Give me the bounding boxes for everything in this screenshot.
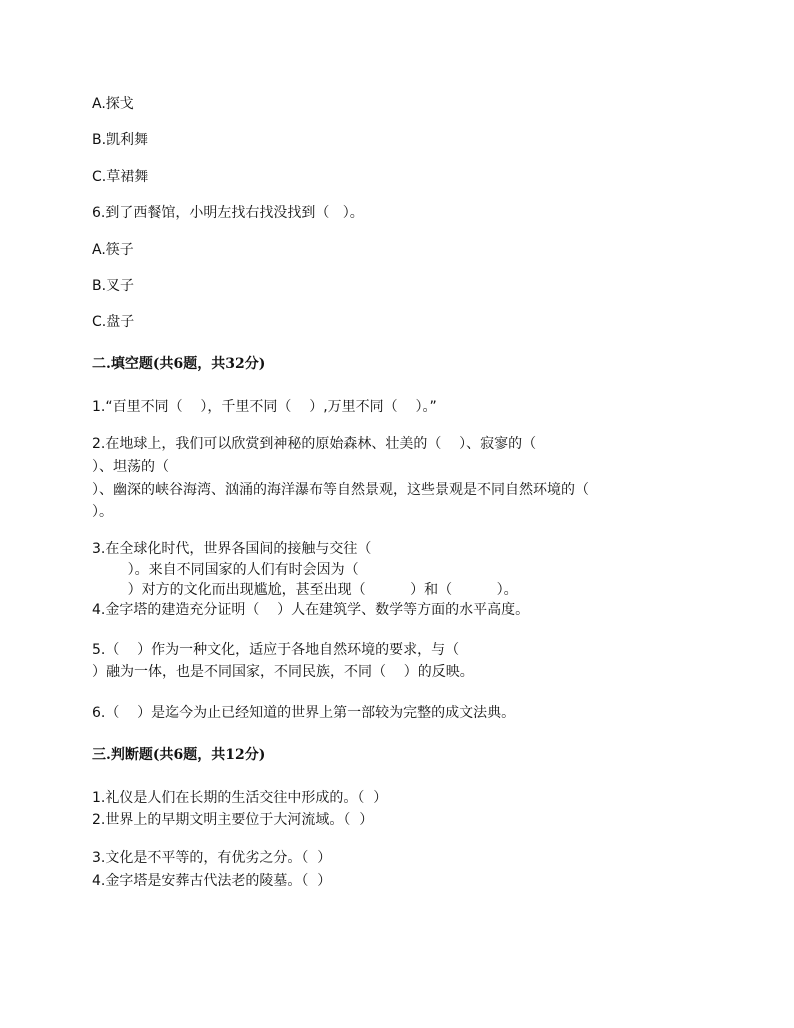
q6-option-c: C.盘子 bbox=[92, 314, 135, 330]
judge-q2: 2.世界上的早期文明主要位于大河流域。（ ） bbox=[92, 812, 374, 828]
fill-q2-line-3: ）、幽深的峡谷海湾、汹涌的海洋瀑布等自然景观，这些景观是不同自然环境的（ bbox=[92, 482, 589, 498]
judge-q3: 3.文化是不平等的，有优劣之分。（ ） bbox=[92, 850, 332, 866]
fill-q2-line-4: ）。 bbox=[92, 504, 113, 520]
fill-q6: 6.（ ）是迄今为止已经知道的世界上第一部较为完整的成文法典。 bbox=[92, 705, 516, 721]
q5-option-a: A.探戈 bbox=[92, 96, 134, 112]
fill-q5-line-1: 5.（ ）作为一种文化，适应于各地自然环境的要求，与（ bbox=[92, 642, 460, 658]
section-title-fill-in: 二.填空题(共6题，共32分) bbox=[92, 356, 266, 372]
q5-option-c: C.草裙舞 bbox=[92, 169, 149, 185]
fill-q3-line-1: 3.在全球化时代，世界各国间的接触与交往（ bbox=[92, 541, 372, 557]
section-title-true-false: 三.判断题(共6题，共12分) bbox=[92, 747, 266, 763]
q5-option-b: B.凯利舞 bbox=[92, 132, 149, 148]
fill-q3-line-3: ）对方的文化而出现尴尬，甚至出现（ ）和（ ）。 bbox=[92, 582, 518, 598]
fill-q2-line-2: ）、坦荡的（ bbox=[92, 459, 169, 475]
q6-option-b: B.叉子 bbox=[92, 278, 135, 294]
fill-q5-line-2: ）融为一体，也是不同国家，不同民族，不同（ ）的反映。 bbox=[92, 664, 474, 680]
fill-q2-line-1: 2.在地球上，我们可以欣赏到神秘的原始森林、壮美的（ ）、寂寥的（ bbox=[92, 436, 537, 452]
judge-q1: 1.礼仪是人们在长期的生活交往中形成的。（ ） bbox=[92, 790, 388, 806]
q6-stem: 6.到了西餐馆，小明左找右找没找到（ ）。 bbox=[92, 205, 364, 221]
q6-option-a: A.筷子 bbox=[92, 242, 134, 258]
fill-q1: 1.“百里不同（ ），千里不同（ ）,万里不同（ ）。” bbox=[92, 399, 437, 415]
judge-q4: 4.金字塔是安葬古代法老的陵墓。（ ） bbox=[92, 873, 332, 889]
fill-q3-line-2: ）。来自不同国家的人们有时会因为（ bbox=[92, 562, 359, 578]
fill-q4: 4.金字塔的建造充分证明（ ）人在建筑学、数学等方面的水平高度。 bbox=[92, 602, 530, 618]
